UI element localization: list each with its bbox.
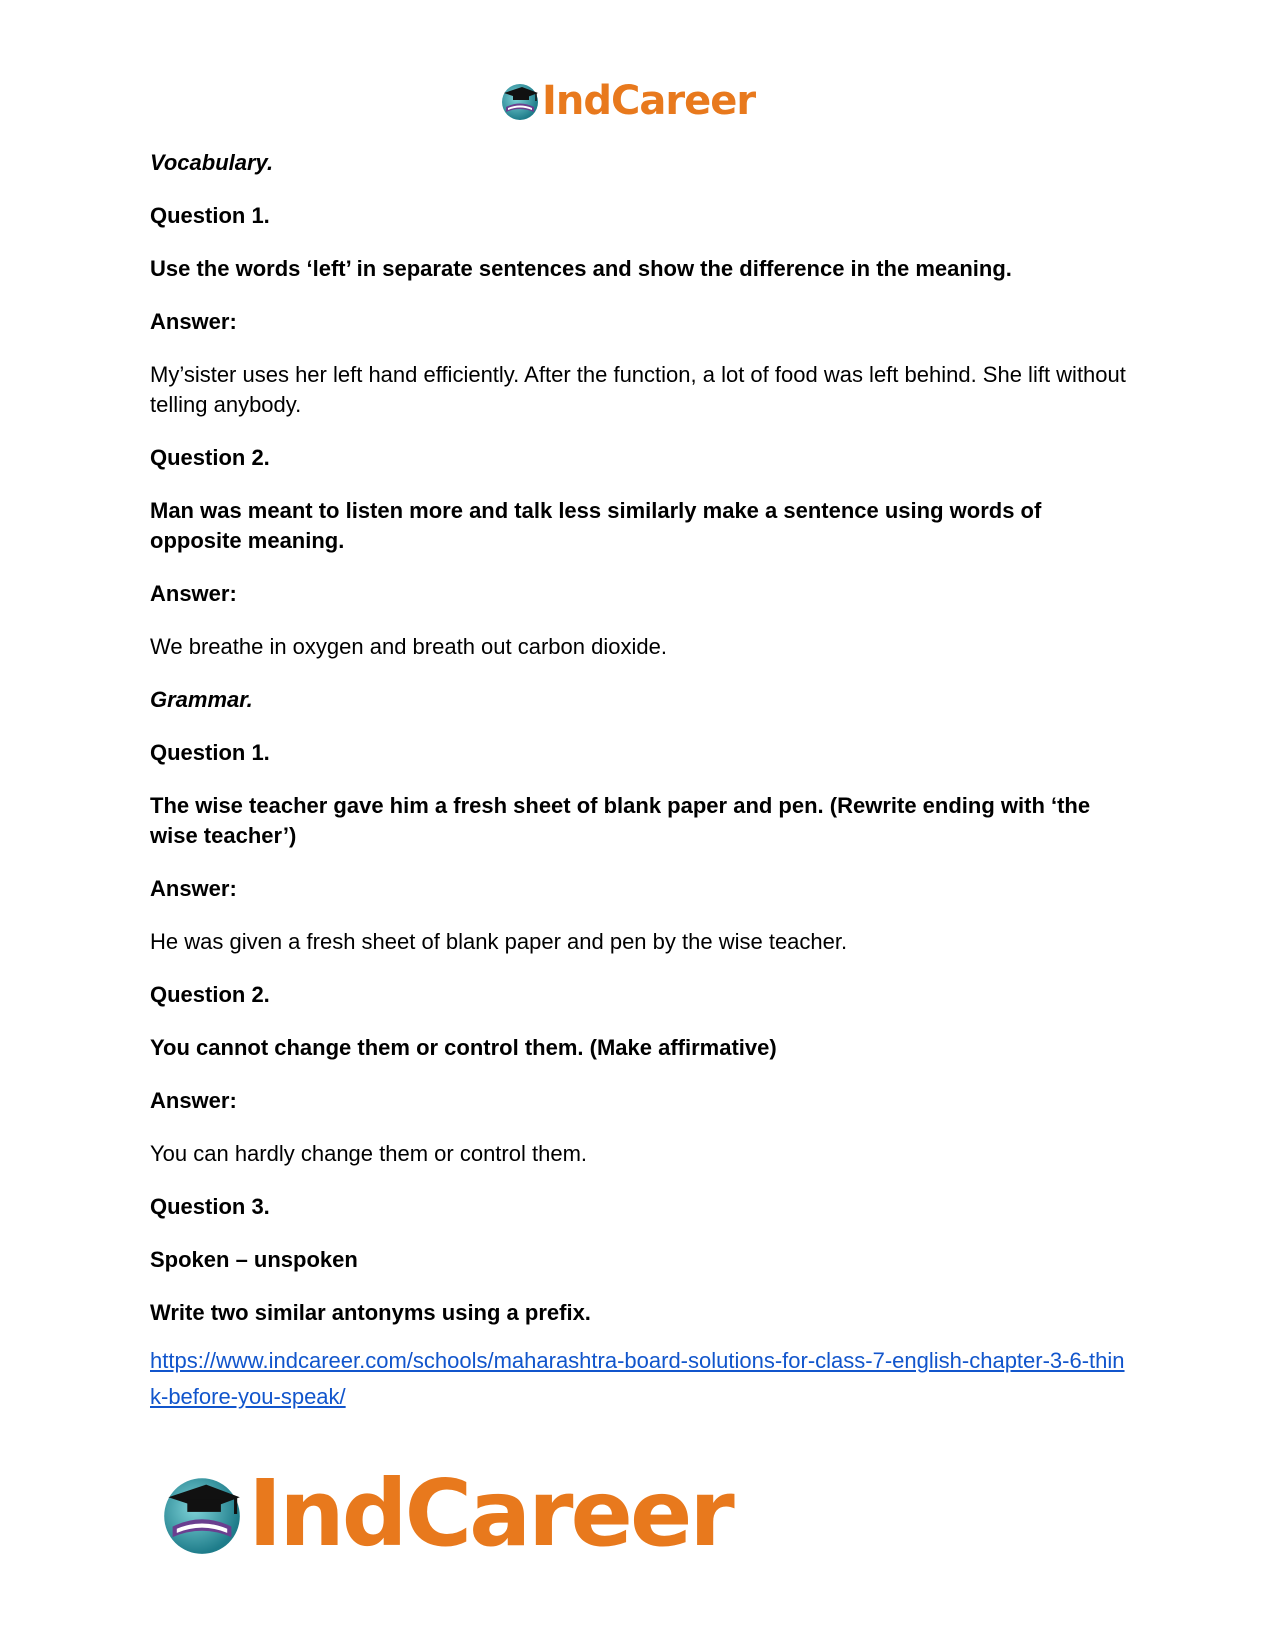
section-heading: Vocabulary. [150, 150, 274, 175]
answer-label: Answer: [150, 309, 237, 334]
header-logo-text: IndCareer [542, 78, 756, 124]
question-label: Question 1. [150, 740, 270, 765]
footer-logo-text: IndCareer [248, 1460, 732, 1567]
question-text: Use the words ‘left’ in separate sentences and show the difference in the meaning. [150, 256, 1012, 281]
question-text: You cannot change them or control them. (Make affirmative) [150, 1035, 777, 1060]
source-url-link[interactable]: https://www.indcareer.com/schools/maharashtra-board-solutions-for-class-7-english-chapter-3-6-think-before-you-speak/ [150, 1348, 1125, 1409]
question-text: Spoken – unspoken [150, 1247, 358, 1272]
question-text: The wise teacher gave him a fresh sheet of blank paper and pen. (Rewrite ending with ‘the wise teacher’) [150, 793, 1091, 848]
answer-text: We breathe in oxygen and breath out carbon dioxide. [150, 634, 667, 659]
answer-text: He was given a fresh sheet of blank paper and pen by the wise teacher. [150, 929, 848, 954]
question-label: Question 1. [150, 203, 270, 228]
question-label: Question 2. [150, 445, 270, 470]
answer-label: Answer: [150, 876, 237, 901]
document-body [150, 148, 1130, 1415]
question-label: Question 2. [150, 982, 270, 1007]
question-label: Question 3. [150, 1194, 270, 1219]
header-logo [500, 78, 755, 124]
answer-text: My’sister uses her left hand efficiently. After the function, a lot of food was left behind. She lift without telling anybody. [150, 362, 1126, 417]
answer-label: Answer: [150, 581, 237, 606]
graduation-cap-globe-icon [160, 1472, 244, 1556]
question-text: Write two similar antonyms using a prefix. [150, 1300, 591, 1325]
answer-label: Answer: [150, 1088, 237, 1113]
footer-logo [160, 1460, 732, 1567]
answer-text: You can hardly change them or control them. [150, 1141, 588, 1166]
section-heading: Grammar. [150, 687, 253, 712]
graduation-cap-globe-icon [500, 81, 540, 121]
question-text: Man was meant to listen more and talk less similarly make a sentence using words of opposite meaning. [150, 498, 1042, 553]
